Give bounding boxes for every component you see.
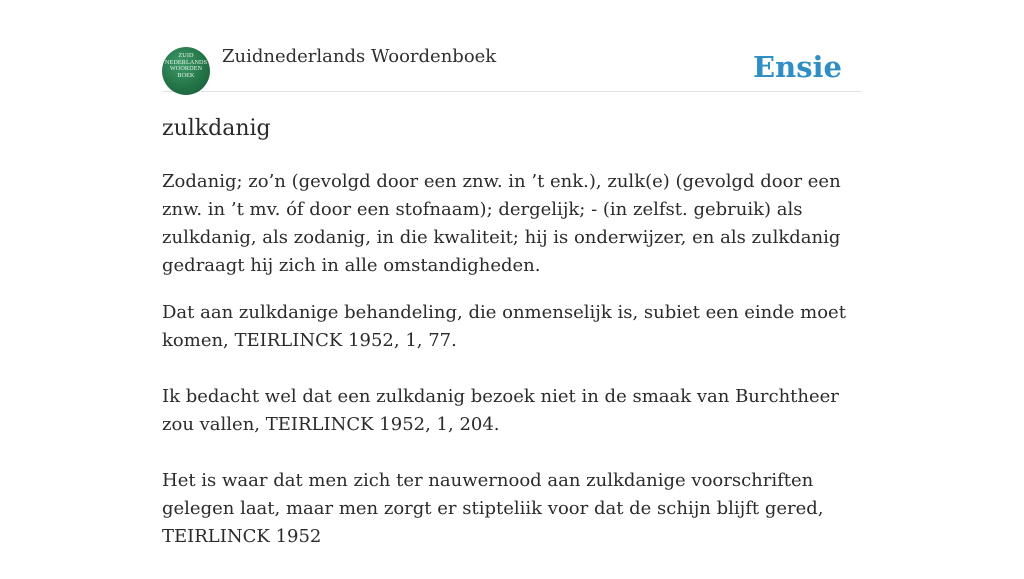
page [162, 0, 862, 547]
dictionary-logo[interactable] [162, 47, 210, 95]
site-header [162, 40, 862, 92]
quotation: Ik bedacht wel dat een zulkdanig bezoek niet in de smaak van Burchtheer zou vallen, TEIRLINCK 1952, 1, 204. [162, 386, 839, 435]
dictionary-name[interactable]: Zuidnederlands Woordenboek [222, 46, 497, 67]
quotation-list [162, 299, 862, 579]
quotation: Dat aan zulkdanige behandeling, die onmenselijk is, subiet een einde moet komen, TEIRLINCK 1952, 1, 77. [162, 302, 846, 351]
definition: Zodanig; zo’n (gevolgd door een znw. in ’t enk.), zulk(e) (gevolgd door een znw. in ’t mv. óf door een stofnaam); dergelijk; - (in zelfst. gebruik) als zulkdanig, als zodanig, in die kwaliteit; hij is onderwijzer, en als zulkdanig gedraagt hij zich in alle omstandigheden. [162, 171, 841, 276]
logo-text: ZUID NEDERLANDS WOORDEN BOEK [164, 52, 208, 79]
headword: zulkdanig [162, 116, 271, 141]
quotation: Het is waar dat men zich ter nauwernood aan zulkdanige voorschriften gelegen laat, maar men zorgt er stipteliik voor dat de schijn blijft gered, TEIRLINCK 1952 [162, 470, 824, 547]
ensie-logo-link[interactable]: Ensie [753, 50, 842, 84]
